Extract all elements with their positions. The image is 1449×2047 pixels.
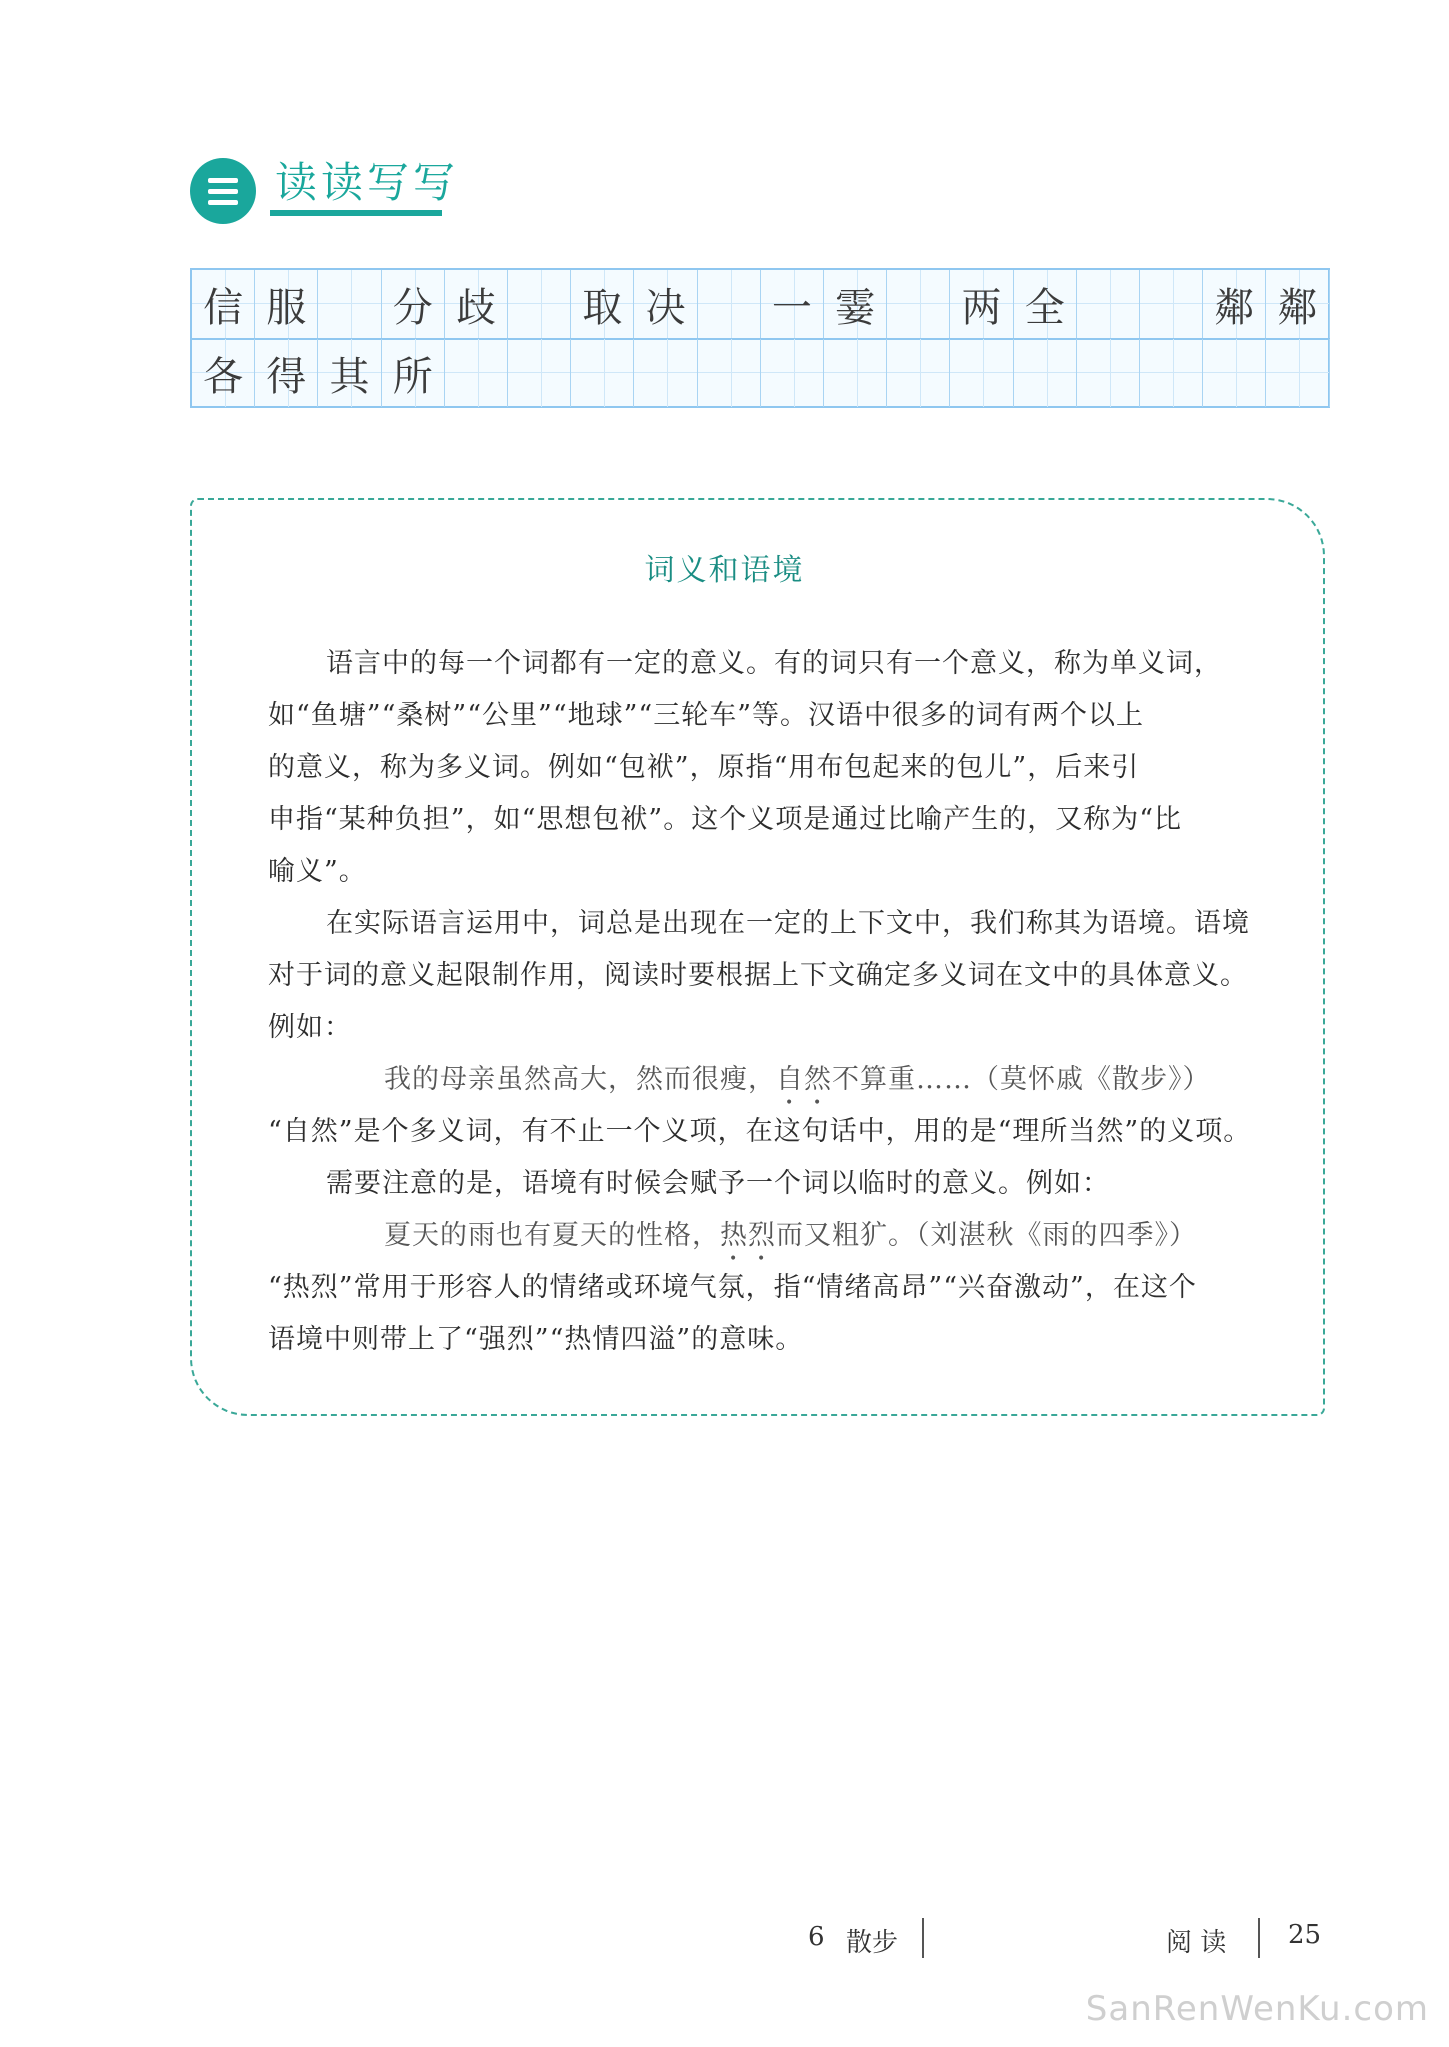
footer-lesson-number: 6	[808, 1922, 825, 1952]
paragraph-1-line: 如“鱼塘”“桑树”“公里”“地球”“三轮车”等。汉语中很多的词有两个以上	[268, 700, 1145, 731]
quote-2-marked-word: 热烈	[720, 1220, 776, 1251]
grid-cell: 全	[1014, 270, 1077, 338]
grid-cell	[634, 339, 697, 407]
paragraph-4: 需要注意的是，语境有时候会赋予一个词以临时的意义。例如：	[326, 1168, 1110, 1199]
footer-lesson-title: 散步	[846, 1928, 899, 1958]
grid-cell	[1014, 339, 1077, 407]
paragraph-5-line: 语境中则带上了“强烈”“热情四溢”的意味。	[268, 1324, 804, 1355]
knowledge-box-title: 词义和语境	[644, 553, 805, 588]
grid-cell: 服	[255, 270, 318, 338]
grid-cell: 各	[192, 339, 255, 407]
grid-cell: 得	[255, 339, 318, 407]
quote-1-marked-word: 自然	[776, 1064, 832, 1095]
grid-cell	[508, 339, 571, 407]
grid-cell: 其	[318, 339, 381, 407]
grid-cell: 所	[382, 339, 445, 407]
grid-cell	[508, 270, 571, 338]
section-number-icon	[190, 158, 256, 224]
grid-cell	[887, 339, 950, 407]
quote-1-post: 不算重……（莫怀戚《散步》）	[832, 1064, 1211, 1095]
grid-cell: 分	[382, 270, 445, 338]
grid-cell	[887, 270, 950, 338]
footer-unit: 阅 读	[1166, 1928, 1227, 1958]
watermark: SanRenWenKu.com	[1085, 1989, 1429, 2029]
grid-row-1	[192, 270, 1328, 340]
paragraph-2-line: 对于词的意义起限制作用，阅读时要根据上下文确定多义词在文中的具体意义。	[268, 960, 1248, 991]
grid-cell	[698, 270, 761, 338]
page-number: 25	[1288, 1920, 1322, 1950]
grid-cell	[950, 339, 1013, 407]
paragraph-3: “自然”是个多义词，有不止一个义项，在这句话中，用的是“理所当然”的义项。	[268, 1116, 1252, 1147]
paragraph-1-line: 语言中的每一个词都有一定的意义。有的词只有一个意义，称为单义词，	[326, 648, 1222, 679]
grid-cell	[445, 339, 508, 407]
grid-cell	[761, 339, 824, 407]
writing-grid	[190, 268, 1330, 408]
grid-cell: 取	[571, 270, 634, 338]
grid-cell: 鄰	[1266, 270, 1329, 338]
paragraph-1-line: 的意义，称为多义词。例如“包袱”，原指“用布包起来的包儿”，后来引	[268, 752, 1140, 783]
grid-cell	[1266, 339, 1329, 407]
paragraph-5-line: “热烈”常用于形容人的情绪或环境气氛，指“情绪高昂”“兴奋激动”，在这个	[268, 1272, 1197, 1303]
paragraph-2-line: 在实际语言运用中，词总是出现在一定的上下文中，我们称其为语境。语境	[326, 908, 1250, 939]
grid-cell: 鄰	[1203, 270, 1266, 338]
grid-cell	[1203, 339, 1266, 407]
footer-divider	[922, 1918, 924, 1958]
grid-cell: 信	[192, 270, 255, 338]
section-title-underline	[270, 210, 442, 216]
example-quote-2	[384, 1218, 1197, 1267]
footer-divider	[1258, 1918, 1260, 1958]
quote-2-post: 而又粗犷。（刘湛秋《雨的四季》）	[776, 1220, 1197, 1251]
section-title: 读读写写	[275, 158, 460, 207]
grid-cell	[318, 270, 381, 338]
grid-cell	[1077, 339, 1140, 407]
paragraph-1-line: 申指“某种负担”，如“思想包袱”。这个义项是通过比喻产生的，又称为“比	[268, 804, 1183, 835]
paragraph-1-line: 喻义”。	[268, 856, 367, 887]
grid-cell	[571, 339, 634, 407]
grid-cell: 决	[634, 270, 697, 338]
example-quote-1	[384, 1062, 1211, 1111]
paragraph-2-line: 例如：	[268, 1012, 352, 1043]
grid-cell	[698, 339, 761, 407]
grid-cell: 两	[950, 270, 1013, 338]
grid-cell	[1140, 270, 1203, 338]
grid-cell	[1140, 339, 1203, 407]
grid-row-2	[192, 339, 1328, 407]
quote-1-pre: 我的母亲虽然高大，然而很瘦，	[384, 1064, 776, 1095]
grid-cell	[1077, 270, 1140, 338]
quote-2-pre: 夏天的雨也有夏天的性格，	[384, 1220, 720, 1251]
grid-cell: 歧	[445, 270, 508, 338]
grid-cell	[824, 339, 887, 407]
grid-cell: 一	[761, 270, 824, 338]
grid-cell: 霎	[824, 270, 887, 338]
